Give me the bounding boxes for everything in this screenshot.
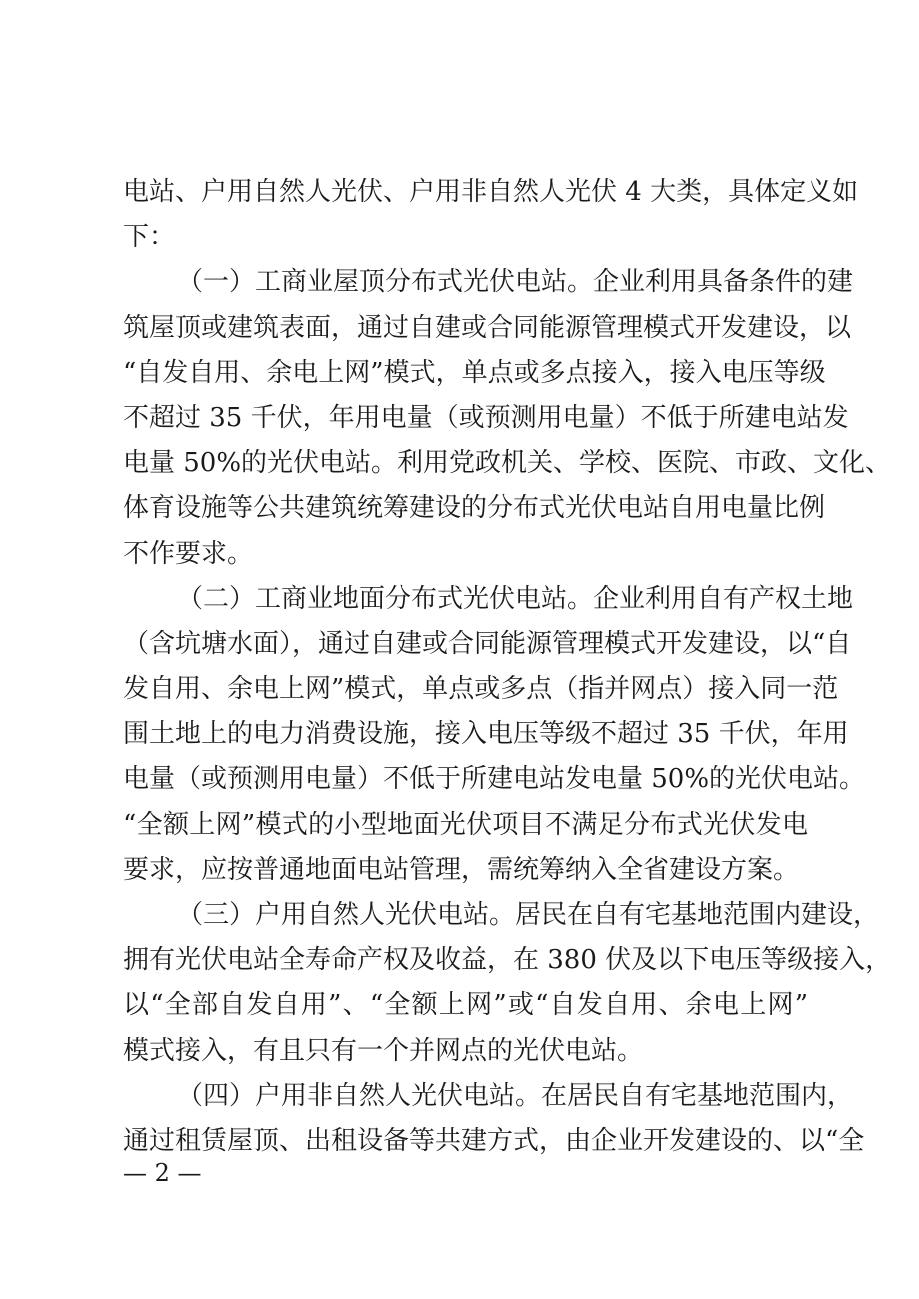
text-line: 拥有光伏电站全寿命产权及收益，在 380 伏及以下电压等级接入， (123, 945, 892, 976)
body-text (123, 170, 892, 1164)
text-line: 体育设施等公共建筑统筹建设的分布式光伏电站自用电量比例 (123, 493, 826, 524)
text-line: 电量 50%的光伏电站。利用党政机关、学校、医院、市政、文化、 (123, 448, 892, 479)
text-line: 电量（或预测用电量）不低于所建电站发电量 50%的光伏电站。 (123, 764, 866, 795)
text-line: “自发自用、余电上网”模式，单点或多点接入，接入电压等级 (123, 357, 826, 388)
text-line: 模式接入，有且只有一个并网点的光伏电站。 (123, 1035, 644, 1066)
text-line: 不超过 35 千伏，年用电量（或预测用电量）不低于所建电站发 (123, 402, 849, 433)
text-line: 筑屋顶或建筑表面，通过自建或合同能源管理模式开发建设，以 (123, 312, 852, 343)
text-line: （三）户用自然人光伏电站。居民在自有宅基地范围内建设， (177, 900, 880, 930)
text-line: 要求，应按普通地面电站管理，需统筹纳入全省建设方案。 (123, 854, 800, 885)
page-number: — 2 — (123, 1159, 202, 1187)
text-line: 以“全部自发自用”、“全额上网”或“自发自用、余电上网” (123, 990, 808, 1021)
text-line: （一）工商业屋顶分布式光伏电站。企业利用具备条件的建 (177, 267, 854, 298)
text-line: 通过租赁屋顶、出租设备等共建方式，由企业开发建设的、以“全 (123, 1125, 865, 1156)
text-line: （含坑塘水面），通过自建或合同能源管理模式开发建设，以“自 (123, 628, 852, 659)
text-line: 不作要求。 (123, 538, 254, 569)
text-line: （二）工商业地面分布式光伏电站。企业利用自有产权土地 (177, 583, 854, 614)
text-line: 下： (123, 222, 176, 253)
text-line: “全额上网”模式的小型地面光伏项目不满足分布式光伏发电 (123, 809, 808, 840)
text-line: 围土地上的电力消费设施，接入电压等级不超过 35 千伏，年用 (123, 719, 849, 750)
text-line: 发自用、余电上网”模式，单点或多点（指并网点）接入同一范 (123, 674, 839, 705)
text-line: 电站、户用自然人光伏、户用非自然人光伏 4 大类，具体定义如 (123, 177, 859, 207)
text-line: （四）户用非自然人光伏电站。在居民自有宅基地范围内， (177, 1080, 854, 1111)
